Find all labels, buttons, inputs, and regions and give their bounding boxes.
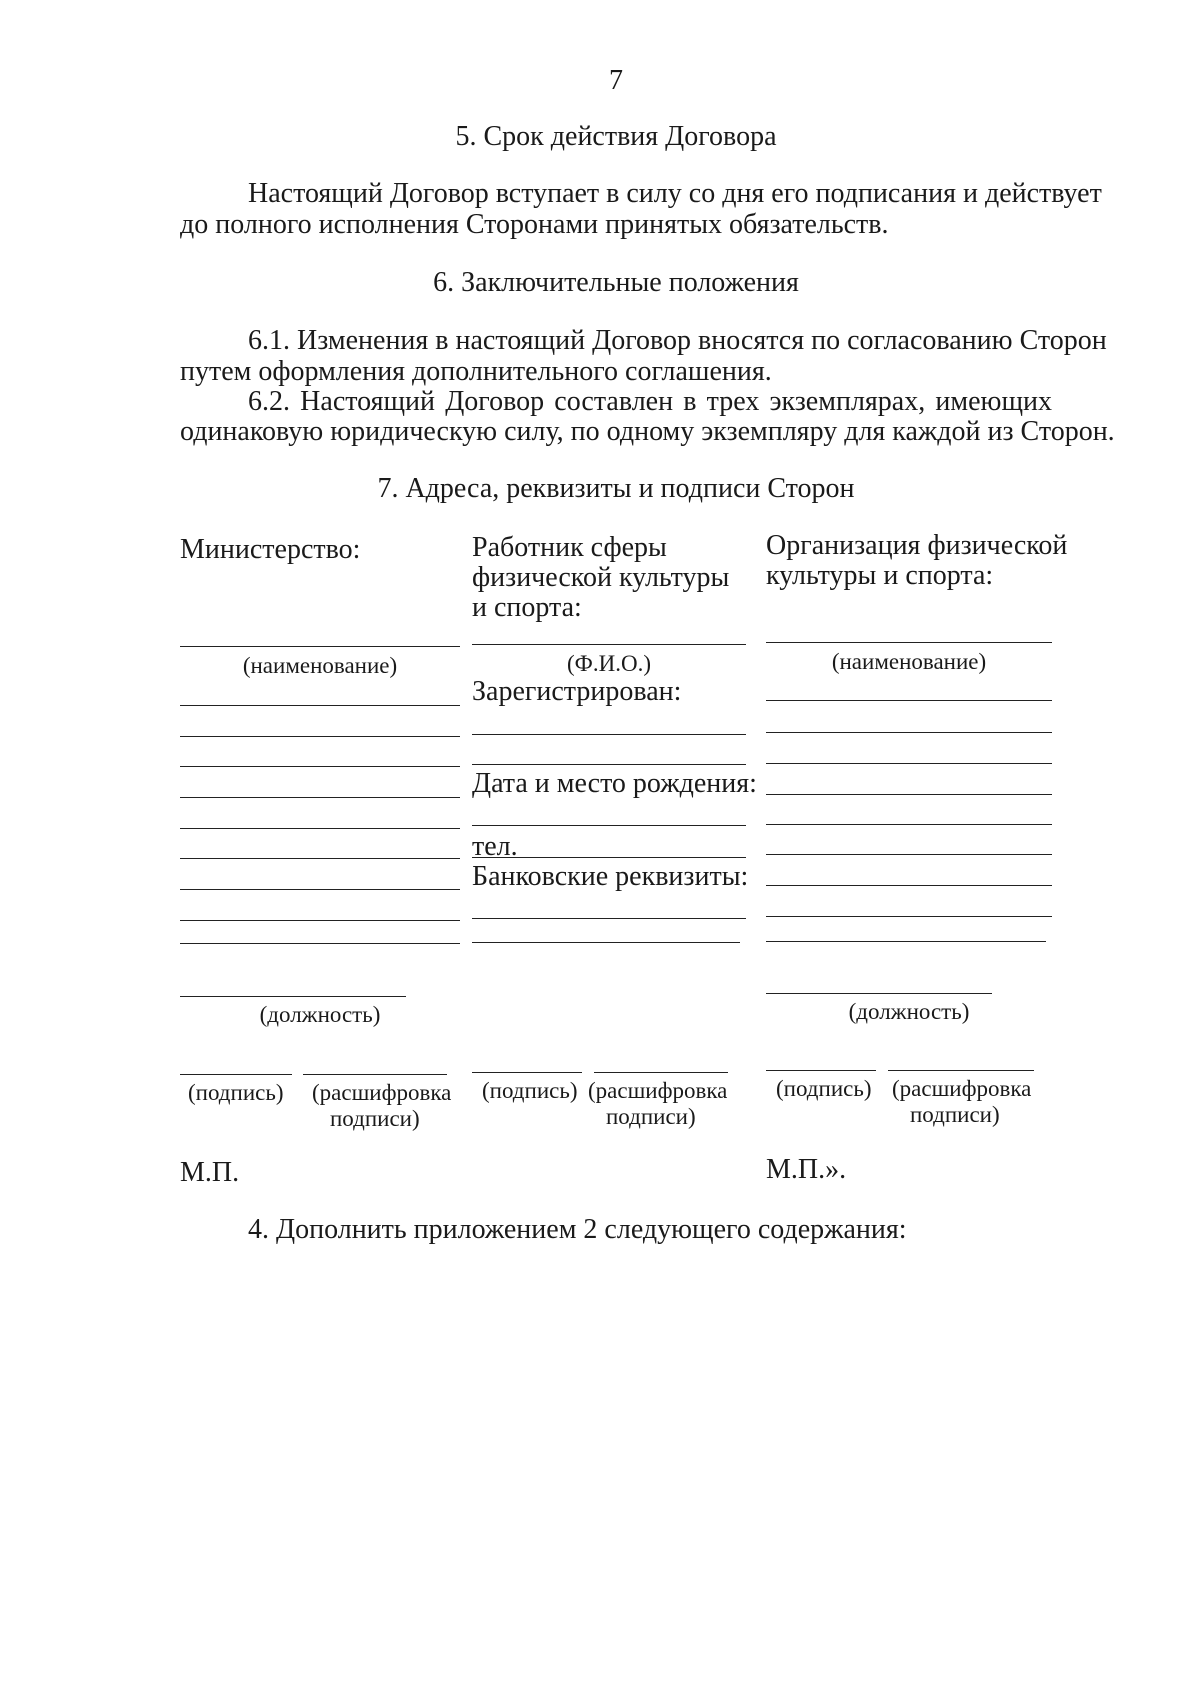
- organization-signature-line[interactable]: [766, 1070, 876, 1071]
- section-5-text-line-2: до полного исполнения Сторонами принятых обязательств.: [180, 209, 889, 240]
- organization-detail-line[interactable]: [766, 700, 1052, 701]
- worker-phone-label: тел.: [472, 831, 518, 862]
- ministry-detail-line[interactable]: [180, 920, 460, 921]
- worker-fio-caption: (Ф.И.О.): [567, 651, 651, 676]
- ministry-detail-line[interactable]: [180, 858, 460, 859]
- section-5-heading: 5. Срок действия Договора: [455, 121, 777, 152]
- ministry-detail-line[interactable]: [180, 736, 460, 737]
- worker-decode-caption-line-1: (расшифровка: [588, 1078, 728, 1103]
- ministry-detail-line[interactable]: [180, 828, 460, 829]
- organization-title-line-2: культуры и спорта:: [766, 560, 994, 591]
- worker-decode-caption-line-2: подписи): [606, 1104, 696, 1129]
- worker-bank-line[interactable]: [472, 942, 740, 943]
- ministry-position-line[interactable]: [180, 996, 406, 997]
- ministry-detail-line[interactable]: [180, 766, 460, 767]
- organization-detail-line[interactable]: [766, 916, 1052, 917]
- ministry-signature-line[interactable]: [180, 1074, 292, 1075]
- organization-title-line-1: Организация физической: [766, 530, 1068, 561]
- organization-detail-line[interactable]: [766, 854, 1052, 855]
- worker-registered-label: Зарегистрирован:: [472, 676, 682, 707]
- section-7-heading: 7. Адреса, реквизиты и подписи Сторон: [377, 473, 855, 504]
- clause-6-2-line-2: одинаковую юридическую силу, по одному экземпляру для каждой из Сторон.: [180, 416, 1115, 447]
- clause-6-1-line-2: путем оформления дополнительного соглашения.: [180, 356, 772, 387]
- organization-name-caption: (наименование): [831, 649, 987, 674]
- ministry-detail-line[interactable]: [180, 943, 460, 944]
- organization-decode-caption-line-2: подписи): [910, 1102, 1000, 1127]
- worker-bank-line[interactable]: [472, 918, 746, 919]
- worker-title-line-3: и спорта:: [472, 592, 582, 623]
- section-6-heading: 6. Заключительные положения: [433, 267, 799, 298]
- page-number: 7: [609, 65, 623, 96]
- clause-6-1-line-1: 6.1. Изменения в настоящий Договор вносятся по согласованию Сторон: [248, 325, 1107, 356]
- worker-signature-caption: (подпись): [482, 1078, 578, 1103]
- organization-detail-line[interactable]: [766, 794, 1052, 795]
- ministry-signature-caption: (подпись): [188, 1080, 284, 1105]
- organization-detail-line[interactable]: [766, 763, 1052, 764]
- clause-6-2-line-1: 6.2. Настоящий Договор составлен в трех экземплярах, имеющих: [248, 386, 1052, 417]
- organization-position-caption: (должность): [848, 999, 970, 1024]
- organization-detail-line[interactable]: [766, 941, 1046, 942]
- organization-stamp-label: М.П.».: [766, 1154, 847, 1185]
- worker-birth-line[interactable]: [472, 825, 746, 826]
- organization-signature-decode-line[interactable]: [888, 1070, 1034, 1071]
- ministry-name-caption: (наименование): [242, 653, 398, 678]
- organization-name-line[interactable]: [766, 642, 1052, 643]
- worker-signature-line[interactable]: [472, 1072, 582, 1073]
- organization-position-line[interactable]: [766, 993, 992, 994]
- worker-phone-line[interactable]: [472, 857, 746, 858]
- organization-detail-line[interactable]: [766, 732, 1052, 733]
- section-5-text-line-1: Настоящий Договор вступает в силу со дня его подписания и действует: [248, 178, 1102, 209]
- item-4-text: 4. Дополнить приложением 2 следующего содержания:: [248, 1214, 907, 1245]
- worker-bank-label: Банковские реквизиты:: [472, 861, 749, 892]
- organization-signature-caption: (подпись): [776, 1076, 872, 1101]
- ministry-detail-line[interactable]: [180, 705, 460, 706]
- organization-decode-caption-line-1: (расшифровка: [892, 1076, 1032, 1101]
- worker-birth-label: Дата и место рождения:: [472, 768, 757, 799]
- ministry-detail-line[interactable]: [180, 797, 460, 798]
- ministry-stamp-label: М.П.: [180, 1157, 240, 1188]
- worker-signature-decode-line[interactable]: [594, 1072, 728, 1073]
- ministry-name-line[interactable]: [180, 646, 460, 647]
- ministry-title: Министерство:: [180, 534, 361, 565]
- worker-registered-line[interactable]: [472, 734, 746, 735]
- worker-title-line-1: Работник сферы: [472, 532, 667, 563]
- worker-registered-line[interactable]: [472, 764, 746, 765]
- ministry-decode-caption-line-1: (расшифровка: [312, 1080, 452, 1105]
- ministry-signature-decode-line[interactable]: [303, 1074, 447, 1075]
- ministry-decode-caption-line-2: подписи): [330, 1106, 420, 1131]
- worker-fio-line[interactable]: [472, 644, 746, 645]
- ministry-position-caption: (должность): [259, 1002, 381, 1027]
- organization-detail-line[interactable]: [766, 824, 1052, 825]
- organization-detail-line[interactable]: [766, 885, 1052, 886]
- worker-title-line-2: физической культуры: [472, 562, 730, 593]
- ministry-detail-line[interactable]: [180, 889, 460, 890]
